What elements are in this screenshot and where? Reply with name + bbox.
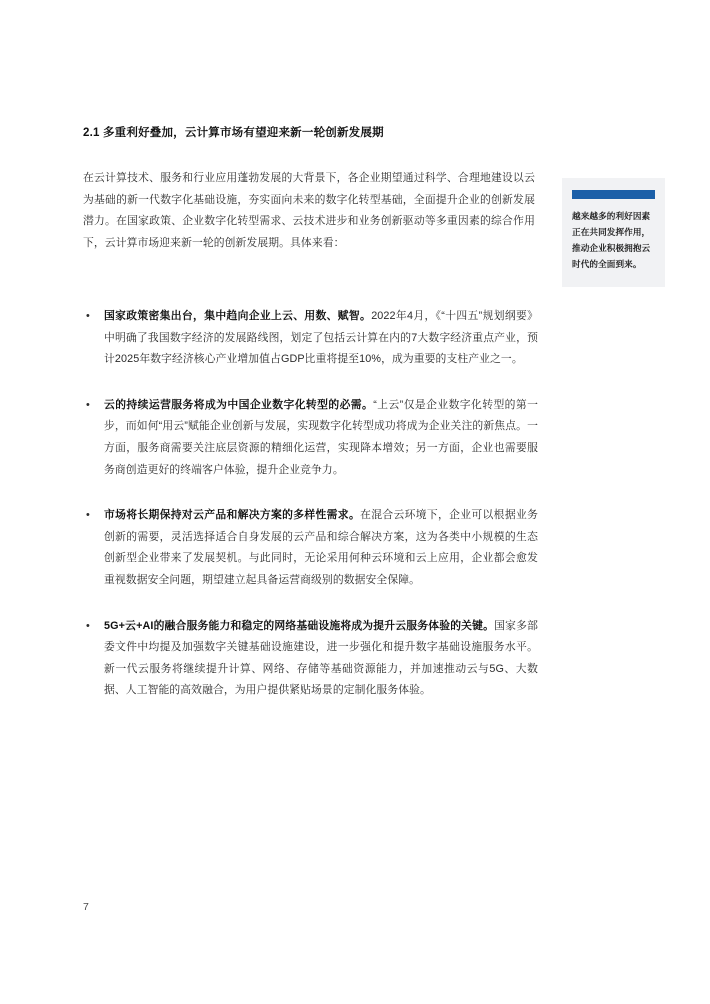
list-item-lead: 国家政策密集出台，集中趋向企业上云、用数、赋智。 xyxy=(104,310,372,322)
bullet-marker: • xyxy=(86,619,90,632)
list-item-lead: 市场将长期保持对云产品和解决方案的多样性需求。 xyxy=(104,509,361,522)
list-item-body: 国家多部委文件中均提及加强数字关键基础设施建设，进一步强化和提升数字基础设施服务水平。新一代云服务将继续提升计算、网络、存储等基础资源能力，并加速推动云与5G、大数据、人工智能的高效融合，为用户提供紧贴场景的定制化服务体验。 xyxy=(104,619,538,697)
bullet-marker: • xyxy=(86,310,90,322)
bullet-list xyxy=(83,306,538,726)
section-heading: 2.1 多重利好叠加，云计算市场有望迎来新一轮创新发展期 xyxy=(83,127,384,139)
list-item xyxy=(83,395,538,481)
page-number: 7 xyxy=(83,901,89,913)
list-item xyxy=(83,306,538,371)
accent-bar xyxy=(572,190,655,199)
sidebar-callout xyxy=(562,178,665,287)
list-item-body: “上云”仅是企业数字化转型的第一步，而如何“用云”赋能企业创新与发展，实现数字化转型成功将成为企业关注的新焦点。一方面，服务商需要关注底层资源的精细化运营，实现降本增效；另一方面，企业也需要服务商创造更好的终端客户体验，提升企业竞争力。 xyxy=(104,398,538,476)
callout-text: 越来越多的利好因素正在共同发挥作用，推动企业积极拥抱云时代的全面到来。 xyxy=(572,211,651,269)
list-item xyxy=(83,616,538,702)
bullet-marker: • xyxy=(86,509,90,522)
list-item-body: 在混合云环境下，企业可以根据业务创新的需要，灵活选择适合自身发展的云产品和综合解决方案，这为各类中小规模的生态创新型企业带来了发展契机。与此同时，无论采用何种云环境和云上应用，企业都会愈发重视数据安全问题，期望建立起具备运营商级别的数据安全保障。 xyxy=(104,509,538,586)
list-item xyxy=(83,505,538,591)
list-item-body: 2022年4月，《“十四五”规划纲要》中明确了我国数字经济的发展路线图，划定了包括云计算在内的7大数字经济重点产业，预计2025年数字经济核心产业增加值占GDP比重将提至10%，成为重要的支柱产业之一。 xyxy=(104,310,538,366)
list-item-lead: 5G+云+AI的融合服务能力和稳定的网络基础设施将成为提升云服务体验的关键。 xyxy=(104,619,495,632)
intro-paragraph: 在云计算技术、服务和行业应用蓬勃发展的大背景下，各企业期望通过科学、合理地建设以云为基础的新一代数字化基础设施，夯实面向未来的数字化转型基础，全面提升企业的创新发展潜力。在国家政策、企业数字化转型需求、云技术进步和业务创新驱动等多重因素的综合作用下，云计算市场迎来新一轮的创新发展期。具体来看： xyxy=(83,172,535,249)
bullet-marker: • xyxy=(86,398,90,411)
list-item-lead: 云的持续运营服务将成为中国企业数字化转型的必需。 xyxy=(104,398,374,411)
